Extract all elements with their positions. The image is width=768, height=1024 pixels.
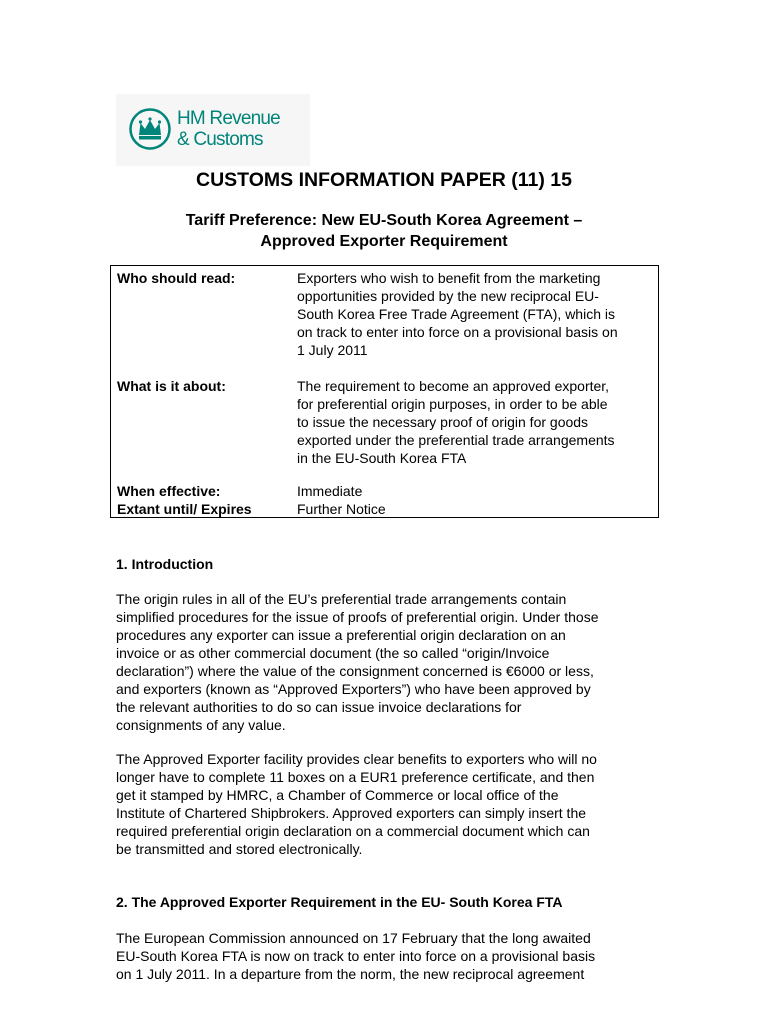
logo-wordmark (177, 108, 280, 150)
info-label: Who should read: (117, 270, 236, 286)
document-title: CUSTOMS INFORMATION PAPER (11) 15 (196, 169, 572, 191)
paragraph: The Approved Exporter facility provides clear benefits to exporters who will no longer have to complete 11 boxes on a EUR1 preference certificate, and then get it stamped by HMRC, a Chamber of Commerce or local office of the Institute of Chartered Shipbrokers. Approved exporters can simply insert the required preferential origin declaration on a commercial document which can be transmitted and stored electronically. (116, 751, 597, 857)
paragraph: The origin rules in all of the EU’s preferential trade arrangements contain simplified procedures for the issue of proofs of preferential origin. Under those procedures any exporter can issue a preferential origin declaration on an invoice or as other commercial document (the so called “origin/Invoice declaration”) where the value of the consignment concerned is €6000 or less, and exporters (known as “Approved Exporters”) who have been approved by the relevant authorities to do so can issue invoice declarations for consignments of any value. (116, 591, 599, 733)
info-value: The requirement to become an approved exporter, for preferential origin purposes, in order to be able to issue the necessary proof of origin for goods exported under the preferential trade arrangements in the EU-South Korea FTA (297, 378, 615, 466)
section-heading: 1. Introduction (116, 556, 214, 572)
subtitle-line-2: Approved Exporter Requirement (260, 233, 508, 250)
info-table (110, 265, 659, 518)
info-value: Immediate (297, 483, 363, 499)
crown-crest-icon (129, 108, 171, 150)
info-label: Extant until/ Expires (117, 501, 252, 517)
hmrc-logo (116, 94, 310, 166)
logo-line-2: & Customs (177, 129, 263, 150)
subtitle-line-1: Tariff Preference: New EU-South Korea Agreement – (185, 212, 583, 229)
logo-line-1: HM Revenue (177, 108, 280, 129)
section-heading: 2. The Approved Exporter Requirement in the EU- South Korea FTA (116, 894, 563, 910)
info-value: Exporters who wish to benefit from the marketing opportunities provided by the new reciprocal EU- South Korea Free Trade Agreement (FTA), which is on track to enter into force on a provisional basis on 1 July 2011 (297, 270, 618, 358)
paragraph: The European Commission announced on 17 February that the long awaited EU-South Korea FTA is now on track to enter into force on a provisional basis on 1 July 2011. In a departure from the norm, the new reciprocal agreement (116, 930, 596, 982)
info-label: When effective: (117, 483, 221, 499)
info-label: What is it about: (117, 378, 226, 394)
document-subtitle (0, 210, 768, 252)
info-value: Further Notice (297, 501, 386, 517)
